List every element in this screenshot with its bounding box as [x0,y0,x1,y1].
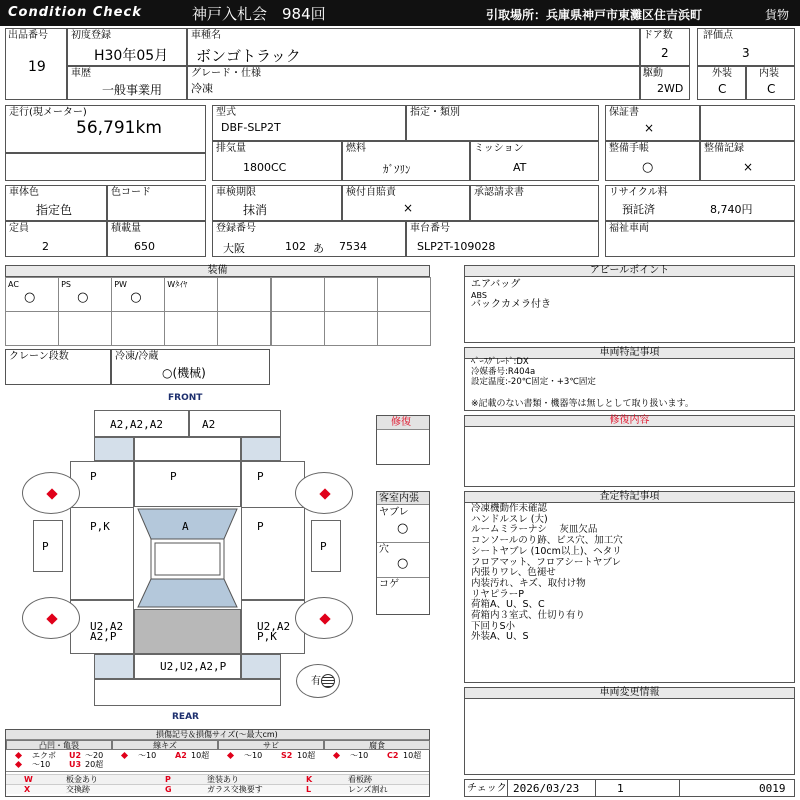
car-name-cell [187,28,640,66]
interior-box [376,491,430,615]
vehicle-type: 貨物 [765,8,790,22]
ext-value: C [718,82,727,96]
assessment-title: 査定特記事項 [599,491,660,502]
recycle-status: 預託済 [622,203,655,216]
reg-kana: あ [313,242,324,255]
legend-mark-code: L [306,785,312,794]
assessment-line: 外装A、U、S [471,631,529,643]
assessment-line: シートヤブレ (10cm以上)、ヘタリ [471,545,622,557]
assessment-header [464,491,795,503]
equipment-cell [5,277,59,312]
equipment-cell [164,277,218,312]
liability-label: 検付自賠責 [346,187,396,198]
freezer-value: ○(機械) [162,366,206,380]
bumper-rear [94,679,281,706]
legend-code-text: 10超 [297,751,316,760]
part-label: A [182,520,189,533]
history-label: 車歴 [71,68,91,79]
model-label: 型式 [216,107,236,118]
equipment-cell [58,277,112,312]
auction-name: 神戸入札会 984回 [192,5,326,23]
equipment-cell [217,277,271,312]
legend-mark-text: 交換跡 [66,785,90,794]
manual-value: ○ [642,160,654,175]
chassis-label: 車台番号 [410,223,450,234]
capacity-value: 2 [42,240,49,253]
car-name-value: ボンゴトラック [196,47,301,65]
first-reg-label: 初度登録 [71,30,111,41]
header-bar [0,0,800,26]
recycle-cell [605,185,795,221]
tire-fr [295,472,353,514]
equipment-mark: ○ [130,290,142,305]
warranty-value: × [644,121,655,135]
diamond-icon [121,752,128,759]
manual-cell [605,141,700,181]
legend-diamond-icon [122,751,127,760]
fuel-cell [342,141,470,181]
equipment-cell [324,311,378,346]
legend-code-text: 20超 [85,760,104,769]
legend-code-text: ～10 [138,751,157,760]
assessment-line: 荷箱内３室式、仕切り有り [471,610,586,621]
legend-mark-code: G [165,785,172,794]
ext-label: 外装 [712,68,732,79]
part-label: U2,A2 [90,620,124,633]
fender-fr [241,437,281,461]
legend-mark-code: X [24,785,31,794]
assessment-line: フロアマット、フロアシートヤブレ [471,556,622,568]
displacement-cell [212,141,342,181]
assessment-line: 冷凍機動作未確認 [471,503,548,514]
diamond-icon [227,752,234,759]
tire-fl [22,472,80,514]
doors-label: ドア数 [643,30,673,41]
assessment-line: リヤピラーP [471,588,525,600]
reg-area: 大阪 [223,242,245,255]
legend-code: A2 [175,751,187,760]
special-panel [464,347,795,411]
special-line: 冷媒番号:R404a [471,367,536,377]
crane-cell [5,349,111,385]
diamond-icon [333,752,340,759]
bed [134,609,241,654]
approval-cell [470,185,599,221]
damage-mark [319,488,330,499]
history-cell [67,66,187,100]
part-label: P [90,470,97,483]
repair-content-title: 修復内容 [609,415,650,426]
form-title: Condition Check [8,5,142,20]
equipment-cell [5,311,59,346]
grade-label: グレード・仕様 [191,68,261,79]
equipment-label: PS [61,280,71,289]
doors-value: 2 [661,46,669,60]
liability-value: × [403,201,414,215]
color-label: 車体色 [9,187,39,198]
door-fl [70,461,134,511]
equipment-cell [111,277,165,312]
welfare-label: 福祉車両 [609,223,649,234]
legend-code-text: エクボ [32,751,56,760]
legend-group-name: 線キズ [112,740,218,750]
appeal-line: エアバッグ [471,279,521,290]
legend-title: 損傷記号＆損傷サイズ(～最大cm) [156,730,278,739]
fuel-label: 燃料 [346,143,366,154]
diamond-icon [15,752,22,759]
interior-row-mark: ○ [397,556,409,571]
legend-code-text: 10超 [403,751,422,760]
color-cell [5,185,107,221]
reg-number: 7534 [339,240,367,253]
designation-label: 指定・類別 [410,107,460,118]
reg-class: 102 [285,240,306,253]
warranty-label: 保証書 [609,107,639,118]
mileage-blank [5,153,206,181]
part-label: U2,A2 [257,620,291,633]
legend-code: C2 [387,751,399,760]
ext-cell [697,66,746,100]
legend-mark-text: レンズ割れ [348,785,388,794]
part-label: P [257,470,264,483]
legend-code: S2 [281,751,293,760]
equipment-header [5,265,430,277]
legend-code-text: ～20 [85,751,104,760]
record-value: × [743,160,754,174]
load-value: 650 [134,240,155,253]
part-label: A2,P [90,630,117,643]
spare-tire [296,664,340,698]
car-name-label: 車種名 [191,30,221,41]
part-label: A2,A2,A2 [110,418,163,431]
equipment-mark: ○ [77,290,89,305]
drive-cell [640,66,690,100]
appeal-title: アピールポイント [589,265,670,276]
legend-code-text: ～10 [350,751,369,760]
score-label: 評価点 [703,30,733,41]
load-cell [107,221,206,257]
legend-group-name: 凸凹・亀裂 [6,740,112,750]
legend-code-text: 10超 [191,751,210,760]
pickup-location: 引取場所：兵庫県神戸市東灘区住吉浜町 [486,8,703,22]
interior-row-mark: ○ [397,521,409,536]
mileage-label: 走行(現メーター) [9,107,87,118]
designation-cell [406,105,599,141]
check-code: 0019 [759,782,786,795]
capacity-label: 定員 [9,223,29,234]
mission-cell [470,141,599,181]
assessment-line: 荷箱A、U、S、C [471,599,545,611]
grade-value: 冷凍 [191,82,213,95]
mission-value: AT [513,161,527,174]
record-cell [700,141,795,181]
load-label: 積載量 [111,223,141,234]
special-line: 設定温度:-20℃固定・+3℃固定 [471,377,596,387]
equipment-cell [164,311,218,346]
grade-cell [187,66,640,100]
assessment-line: ルームミラーナシ 灰皿欠品 [471,524,598,536]
damage-mark [46,488,57,499]
freezer-label: 冷凍/冷蔵 [115,351,159,362]
legend-diamond-icon [334,751,339,760]
assessment-line: 内装汚れ、キズ、取付け物 [471,577,586,589]
lot-label: 出品番号 [8,30,48,41]
score-cell [697,28,795,66]
warranty-cell [605,105,700,141]
assessment-line: 下回りS小 [471,620,516,632]
manual-label: 整備手帳 [609,143,649,154]
check-date: 2026/03/23 [513,782,580,795]
score-value: 3 [742,46,750,60]
special-title: 車両特記事項 [599,347,660,358]
history-value: 一般事業用 [102,83,163,97]
part-label: P [170,470,177,483]
legend-code: U2 [69,751,82,760]
legend-diamond-icon [16,760,21,769]
int-label: 内装 [759,68,779,79]
first-reg-value: H30年05月 [94,48,169,64]
inspection-label: 車検期限 [216,187,256,198]
mission-label: ミッション [474,143,524,154]
special-line: ﾍﾞｰｽｸﾞﾚｰﾄﾞ:DX [471,357,529,367]
assessment-line: 内張りワレ、色褪せ [471,567,556,579]
legend-mark-code: P [165,775,171,784]
repair-content-header [464,415,795,427]
legend-mark-text: 板金あり [66,775,98,784]
int-value: C [767,82,776,96]
equipment-cell [217,311,271,346]
tire-rr [295,597,353,639]
repair-box [376,415,430,465]
check-row [464,779,795,797]
interior-title: 客室内張 [379,493,419,504]
liability-cell [342,185,470,221]
warranty-blank [700,105,795,141]
fender-rl [94,654,134,679]
roof-front [134,461,241,507]
equipment-title: 装備 [207,265,228,276]
legend-code-text: ～10 [32,760,51,769]
equipment-cell [271,277,325,312]
reg-no-cell [212,221,406,257]
equipment-cell [111,311,165,346]
legend-diamond-icon [228,751,233,760]
damage-mark [319,613,330,624]
lot-number: 19 [28,59,46,75]
legend-diamond-icon [16,751,21,760]
part-label: U2,U2,A2,P [160,660,227,673]
legend-mark-code: K [306,775,313,784]
fender-rr [241,654,281,679]
reg-no-label: 登録番号 [216,223,256,234]
approval-label: 承認請求書 [474,187,524,198]
part-label: P,K [90,520,110,533]
model-cell [212,105,406,141]
freezer-cell [111,349,270,385]
chassis-cell [406,221,599,257]
repair-content-panel [464,415,795,487]
inspection-value: 抹消 [243,203,268,217]
changes-title: 車両変更情報 [599,687,660,698]
changes-panel [464,687,795,775]
appeal-header [464,265,795,277]
check-label: チェック [467,783,507,794]
hood [134,437,241,461]
legend-mark-text: 塗装あり [207,775,239,784]
door-mr [241,507,305,600]
appeal-line: バックカメラ付き [471,299,551,310]
equipment-label: AC [8,280,19,289]
mileage-value: 56,791km [76,118,162,138]
legend-mark-text: 看板跡 [348,775,372,784]
crane-label: クレーン段数 [9,351,69,362]
interior-row-label: ヤブレ [379,507,409,518]
part-label: P,K [257,630,277,643]
recycle-label: リサイクル料 [609,187,668,198]
part-label: P [320,540,327,553]
first-reg-cell [67,28,187,66]
drive-label: 駆動 [643,68,663,79]
bumper-front-mid [188,410,190,437]
tire-rl [22,597,80,639]
equipment-cell [324,277,378,312]
equipment-cell [377,277,431,312]
rear-label: REAR [172,712,199,722]
recycle-fee: 8,740円 [710,203,753,216]
special-note: ※記載のない書類・機器等は無しとして取り扱います。 [471,399,694,409]
color-code-cell [107,185,206,221]
assessment-line: ハンドルスレ (大) [471,513,548,525]
legend-mark-text: ガラス交換要す [207,785,263,794]
inspection-cell [212,185,342,221]
fuel-value: ｶﾞｿﾘﾝ [383,163,411,176]
doors-cell [640,28,690,66]
changes-header [464,687,795,699]
chassis-value: SLP2T-109028 [417,240,496,253]
equipment-mark: ○ [24,290,36,305]
part-label: A2 [202,418,216,431]
welfare-cell [605,221,795,257]
equipment-cell [377,311,431,346]
capacity-cell [5,221,107,257]
spare-label: 有 [311,676,321,687]
legend-mark-code: W [24,775,33,784]
int-cell [746,66,795,100]
damage-mark [46,613,57,624]
legend-code-text: ～10 [244,751,263,760]
assessment-panel [464,491,795,683]
interior-row-label: 穴 [379,544,389,555]
displacement-value: 1800CC [243,161,287,174]
diamond-icon [15,761,22,768]
equipment-label: Wﾀｲﾔ [167,280,188,289]
color-value: 指定色 [36,203,73,217]
lot-cell [5,28,67,100]
fender-fl [94,437,134,461]
equipment-cell [58,311,112,346]
mileage-cell [5,105,206,153]
assessment-line: コンソールのり跡、ビス穴、加工穴 [471,535,623,547]
legend-group-name: 腐食 [324,740,430,750]
equipment-cell [271,311,325,346]
record-label: 整備記録 [704,143,744,154]
equipment-label: PW [114,280,127,289]
displacement-label: 排気量 [216,143,246,154]
repair-label: 修復 [391,417,411,428]
damage-legend [5,729,430,797]
appeal-line: ABS [471,291,487,300]
check-num: 1 [617,782,624,795]
part-label: P [257,520,264,533]
legend-code: U3 [69,760,82,769]
interior-row-label: コゲ [379,579,399,590]
color-code-label: 色コード [111,187,151,198]
drive-value: 2WD [657,82,684,95]
front-label: FRONT [168,393,203,403]
model-value: DBF-SLP2T [221,121,281,134]
appeal-panel [464,265,795,343]
legend-group-name: サビ [218,740,324,750]
part-label: P [42,540,49,553]
